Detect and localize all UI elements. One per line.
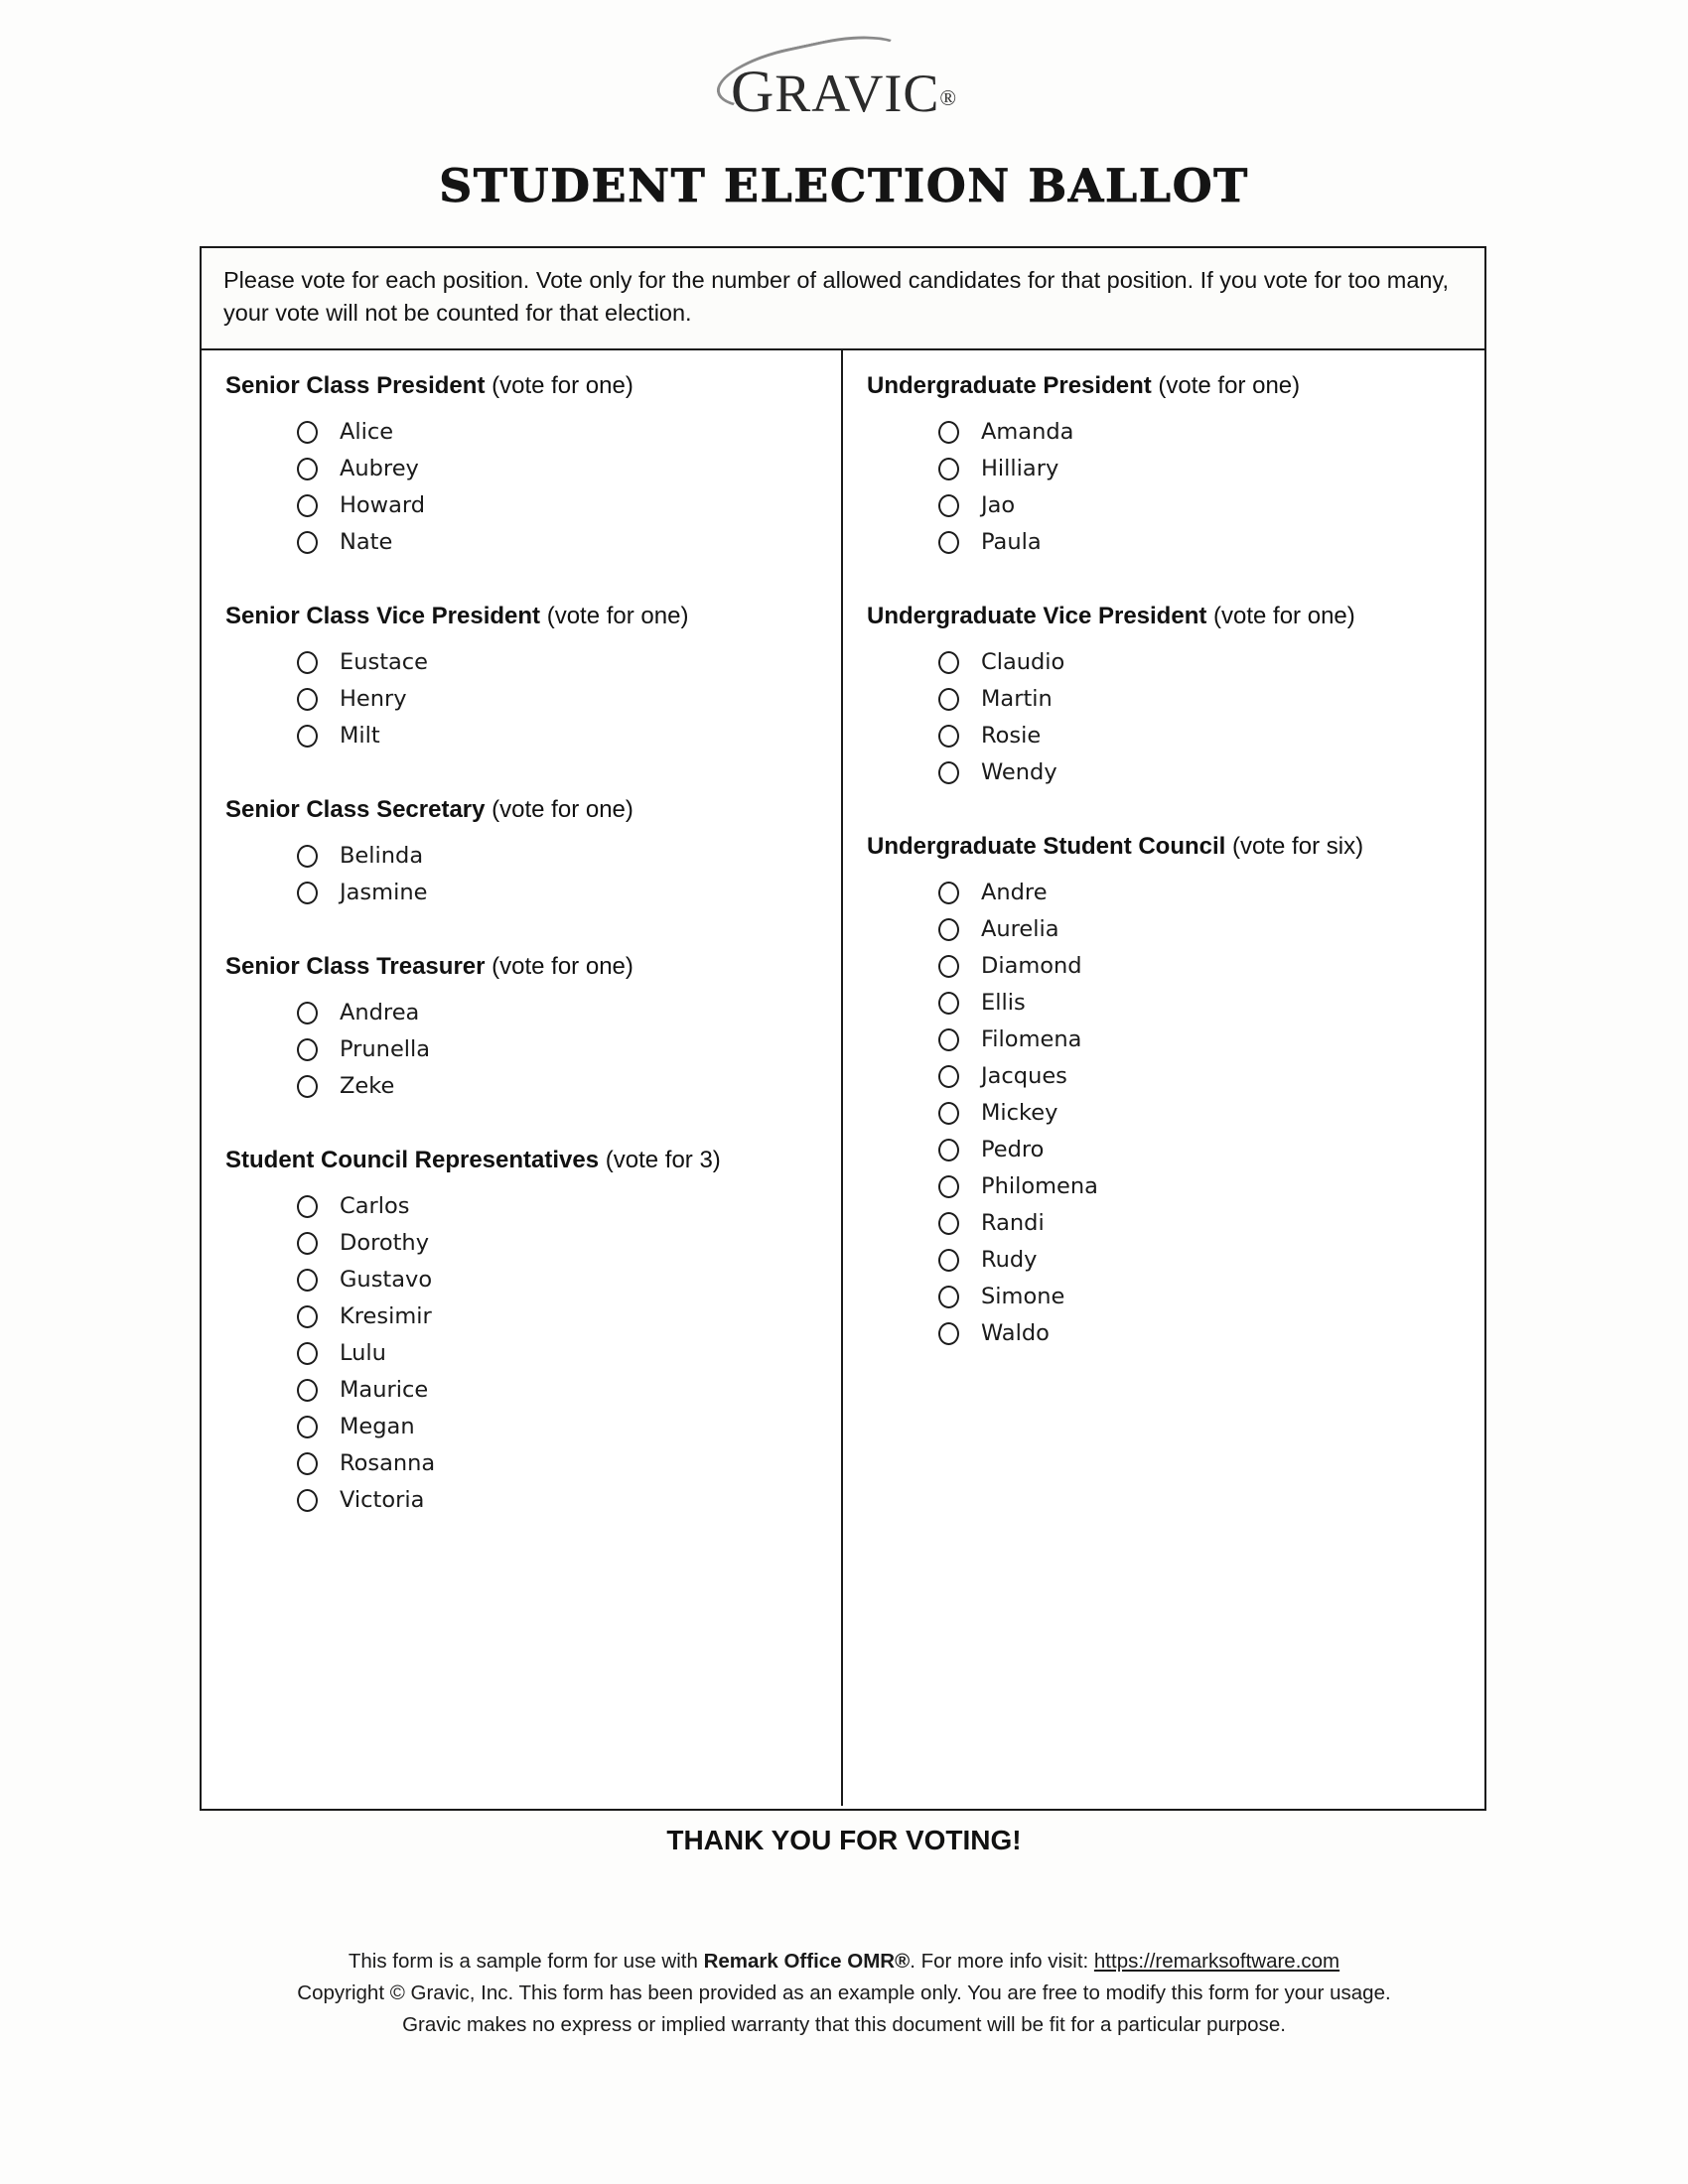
race-undergraduate-student-council [867, 833, 1467, 1352]
race-office: Student Council Representatives [225, 1146, 600, 1173]
race-office: Senior Class Treasurer [225, 952, 486, 980]
bubble-icon[interactable] [297, 1379, 318, 1402]
candidate-option[interactable] [225, 414, 823, 451]
bubble-icon[interactable] [297, 1452, 318, 1475]
candidate-name: Dorothy [340, 1230, 430, 1257]
candidate-list [867, 644, 1467, 791]
bubble-icon[interactable] [297, 1075, 318, 1098]
candidate-name: Carlos [340, 1193, 410, 1220]
candidate-name: Jasmine [340, 880, 428, 906]
race-hint: (vote for one) [1213, 602, 1355, 629]
candidate-name: Wendy [981, 759, 1057, 786]
candidate-name: Randi [981, 1210, 1045, 1237]
race-office: Undergraduate Vice President [867, 602, 1207, 629]
bubble-icon[interactable] [297, 1342, 318, 1365]
bubble-icon[interactable] [938, 1028, 959, 1051]
candidate-option[interactable] [225, 524, 823, 561]
bubble-icon[interactable] [938, 1139, 959, 1161]
bubble-icon[interactable] [938, 688, 959, 711]
bubble-icon[interactable] [938, 761, 959, 784]
candidate-list [867, 414, 1467, 561]
candidate-list [225, 995, 823, 1105]
candidate-option[interactable] [225, 451, 823, 487]
race-hint: (vote for one) [546, 602, 689, 629]
candidate-option[interactable] [225, 1409, 823, 1445]
candidate-option[interactable] [867, 487, 1467, 524]
page-title: STUDENT ELECTION BALLOT [439, 159, 1249, 212]
candidate-option[interactable] [867, 1058, 1467, 1095]
candidate-option[interactable] [867, 718, 1467, 754]
candidate-option[interactable] [867, 524, 1467, 561]
logo-first-letter: G [730, 59, 775, 124]
candidate-name: Jao [981, 492, 1016, 519]
candidate-option[interactable] [867, 1279, 1467, 1315]
candidate-name: Maurice [340, 1377, 429, 1404]
candidate-name: Waldo [981, 1320, 1050, 1347]
race-undergraduate-president [867, 372, 1467, 561]
bubble-icon[interactable] [938, 1175, 959, 1198]
candidate-option[interactable] [867, 911, 1467, 948]
candidate-name: Belinda [340, 843, 424, 870]
thank-you-message: THANK YOU FOR VOTING! [666, 1825, 1022, 1855]
candidate-option[interactable] [225, 1068, 823, 1105]
bubble-icon[interactable] [297, 1002, 318, 1024]
bubble-icon[interactable] [938, 918, 959, 941]
bubble-icon[interactable] [297, 1195, 318, 1218]
ballot-frame [200, 246, 1486, 1811]
candidate-option[interactable] [867, 1205, 1467, 1242]
candidate-name: Victoria [340, 1487, 425, 1514]
candidate-option[interactable] [225, 1445, 823, 1482]
candidate-option[interactable] [225, 1225, 823, 1262]
bubble-icon[interactable] [297, 1232, 318, 1255]
footer-text-a: This form is a sample form for use with [348, 1950, 704, 1973]
candidate-name: Aubrey [340, 456, 419, 482]
candidate-name: Amanda [981, 419, 1074, 446]
candidate-option[interactable] [225, 1031, 823, 1068]
remark-software-link[interactable]: https://remarksoftware.com [1093, 1950, 1340, 1973]
candidate-option[interactable] [225, 644, 823, 681]
candidate-option[interactable] [867, 754, 1467, 791]
bubble-icon[interactable] [938, 458, 959, 480]
bubble-icon[interactable] [297, 1038, 318, 1061]
bubble-icon[interactable] [297, 845, 318, 868]
candidate-option[interactable] [867, 1095, 1467, 1132]
candidate-name: Martin [981, 686, 1053, 713]
race-undergraduate-vice-president [867, 603, 1467, 791]
candidate-list [225, 644, 823, 754]
bubble-icon[interactable] [297, 1489, 318, 1512]
race-senior-class-treasurer [225, 953, 823, 1105]
candidate-option[interactable] [225, 1298, 823, 1335]
bubble-icon[interactable] [297, 1416, 318, 1438]
candidate-name: Eustace [340, 649, 429, 676]
race-hint: (vote for one) [492, 952, 633, 980]
candidate-option[interactable] [867, 985, 1467, 1022]
candidate-name: Andre [981, 880, 1048, 906]
candidate-option[interactable] [867, 875, 1467, 911]
candidate-option[interactable] [225, 718, 823, 754]
race-senior-class-secretary [225, 796, 823, 911]
candidate-name: Aurelia [981, 916, 1059, 943]
race-hint: (vote for one) [492, 795, 633, 823]
candidate-name: Nate [340, 529, 393, 556]
bubble-icon[interactable] [297, 882, 318, 904]
race-title [225, 603, 823, 630]
race-title [225, 796, 823, 824]
bubble-icon[interactable] [938, 1322, 959, 1345]
candidate-option[interactable] [867, 644, 1467, 681]
race-title [225, 1147, 823, 1174]
registered-mark-icon: ® [939, 85, 958, 110]
candidate-option[interactable] [867, 948, 1467, 985]
candidate-name: Prunella [340, 1036, 431, 1063]
candidate-option[interactable] [867, 1315, 1467, 1352]
candidate-name: Alice [340, 419, 394, 446]
race-hint: (vote for one) [1158, 371, 1301, 399]
candidate-option[interactable] [225, 838, 823, 875]
race-hint: (vote for 3) [605, 1146, 721, 1173]
race-senior-class-president [225, 372, 823, 561]
candidate-list [867, 875, 1467, 1352]
bubble-icon[interactable] [297, 421, 318, 444]
candidate-name: Hilliary [981, 456, 1059, 482]
candidate-list [225, 1188, 823, 1519]
bubble-icon[interactable] [297, 1269, 318, 1292]
bubble-icon[interactable] [297, 1305, 318, 1328]
candidate-name: Rudy [981, 1247, 1038, 1274]
right-column [843, 350, 1484, 1806]
bubble-icon[interactable] [297, 458, 318, 480]
footer-text-c: . For more info visit: [910, 1950, 1094, 1973]
footer-product-name: Remark Office OMR® [703, 1950, 911, 1973]
race-title [867, 372, 1467, 400]
candidate-option[interactable] [867, 414, 1467, 451]
candidate-option[interactable] [867, 1132, 1467, 1168]
race-office: Undergraduate President [867, 371, 1152, 399]
race-title [225, 372, 823, 400]
race-title [867, 833, 1467, 861]
candidate-option[interactable] [225, 1335, 823, 1372]
candidate-name: Andrea [340, 1000, 420, 1026]
instructions-text: Please vote for each position. Vote only for the number of allowed candidates for that position. If you vote for too many, your vote will not be counted for that election. [202, 248, 1484, 350]
candidate-name: Ellis [981, 990, 1026, 1017]
race-hint: (vote for six) [1232, 832, 1364, 860]
bubble-icon[interactable] [938, 1212, 959, 1235]
race-title [225, 953, 823, 981]
candidate-option[interactable] [225, 487, 823, 524]
candidate-name: Rosie [981, 723, 1042, 750]
candidate-name: Rosanna [340, 1450, 436, 1477]
bubble-icon[interactable] [297, 531, 318, 554]
bubble-icon[interactable] [297, 725, 318, 748]
candidate-list [225, 414, 823, 561]
candidate-option[interactable] [867, 1022, 1467, 1058]
candidate-option[interactable] [867, 1168, 1467, 1205]
bubble-icon[interactable] [938, 992, 959, 1015]
candidate-option[interactable] [225, 995, 823, 1031]
candidate-name: Claudio [981, 649, 1065, 676]
candidate-name: Lulu [340, 1340, 386, 1367]
bubble-icon[interactable] [938, 421, 959, 444]
bubble-icon[interactable] [938, 1065, 959, 1088]
candidate-name: Simone [981, 1284, 1065, 1310]
bubble-icon[interactable] [938, 1286, 959, 1308]
candidate-name: Henry [340, 686, 407, 713]
bubble-icon[interactable] [938, 494, 959, 517]
candidate-option[interactable] [225, 681, 823, 718]
candidate-name: Megan [340, 1414, 415, 1440]
bubble-icon[interactable] [938, 651, 959, 674]
race-title [867, 603, 1467, 630]
candidate-name: Pedro [981, 1137, 1045, 1163]
candidate-option[interactable] [867, 1242, 1467, 1279]
bubble-icon[interactable] [938, 531, 959, 554]
bubble-icon[interactable] [938, 725, 959, 748]
candidate-name: Milt [340, 723, 380, 750]
race-hint: (vote for one) [492, 371, 633, 399]
footer-line-3: Gravic makes no express or implied warranty that this document will be fit for a particular purpose. [402, 2012, 1286, 2036]
race-office: Undergraduate Student Council [867, 832, 1226, 860]
race-office: Senior Class Secretary [225, 795, 486, 823]
bubble-icon[interactable] [297, 688, 318, 711]
candidate-name: Mickey [981, 1100, 1058, 1127]
candidate-name: Paula [981, 529, 1042, 556]
candidate-name: Kresimir [340, 1303, 432, 1330]
race-office: Senior Class Vice President [225, 602, 541, 629]
bubble-icon[interactable] [297, 651, 318, 674]
candidate-name: Gustavo [340, 1267, 433, 1294]
candidate-option[interactable] [867, 451, 1467, 487]
candidate-option[interactable] [867, 681, 1467, 718]
logo-rest: RAVIC [774, 64, 940, 123]
bubble-icon[interactable] [938, 1249, 959, 1272]
candidate-name: Diamond [981, 953, 1082, 980]
bubble-icon[interactable] [297, 494, 318, 517]
candidate-option[interactable] [225, 1262, 823, 1298]
race-student-council-representatives [225, 1147, 823, 1519]
candidate-name: Howard [340, 492, 426, 519]
ballot-columns [202, 350, 1484, 1806]
candidate-option[interactable] [225, 1372, 823, 1409]
candidate-list [225, 838, 823, 911]
candidate-name: Jacques [981, 1063, 1067, 1090]
bubble-icon[interactable] [938, 955, 959, 978]
left-column [202, 350, 843, 1806]
candidate-name: Zeke [340, 1073, 395, 1100]
candidate-name: Filomena [981, 1026, 1082, 1053]
race-senior-class-vice-president [225, 603, 823, 754]
footer-line-2: Copyright © Gravic, Inc. This form has been provided as an example only. You are free to modify this form for your usage. [297, 1980, 1391, 2004]
candidate-name: Philomena [981, 1173, 1098, 1200]
footer [0, 1946, 1688, 2040]
candidate-option[interactable] [225, 1482, 823, 1519]
candidate-option[interactable] [225, 1188, 823, 1225]
footer-line-1 [0, 1946, 1688, 1978]
bubble-icon[interactable] [938, 882, 959, 904]
candidate-option[interactable] [225, 875, 823, 911]
race-office: Senior Class President [225, 371, 486, 399]
bubble-icon[interactable] [938, 1102, 959, 1125]
gravic-logo [0, 58, 1688, 126]
